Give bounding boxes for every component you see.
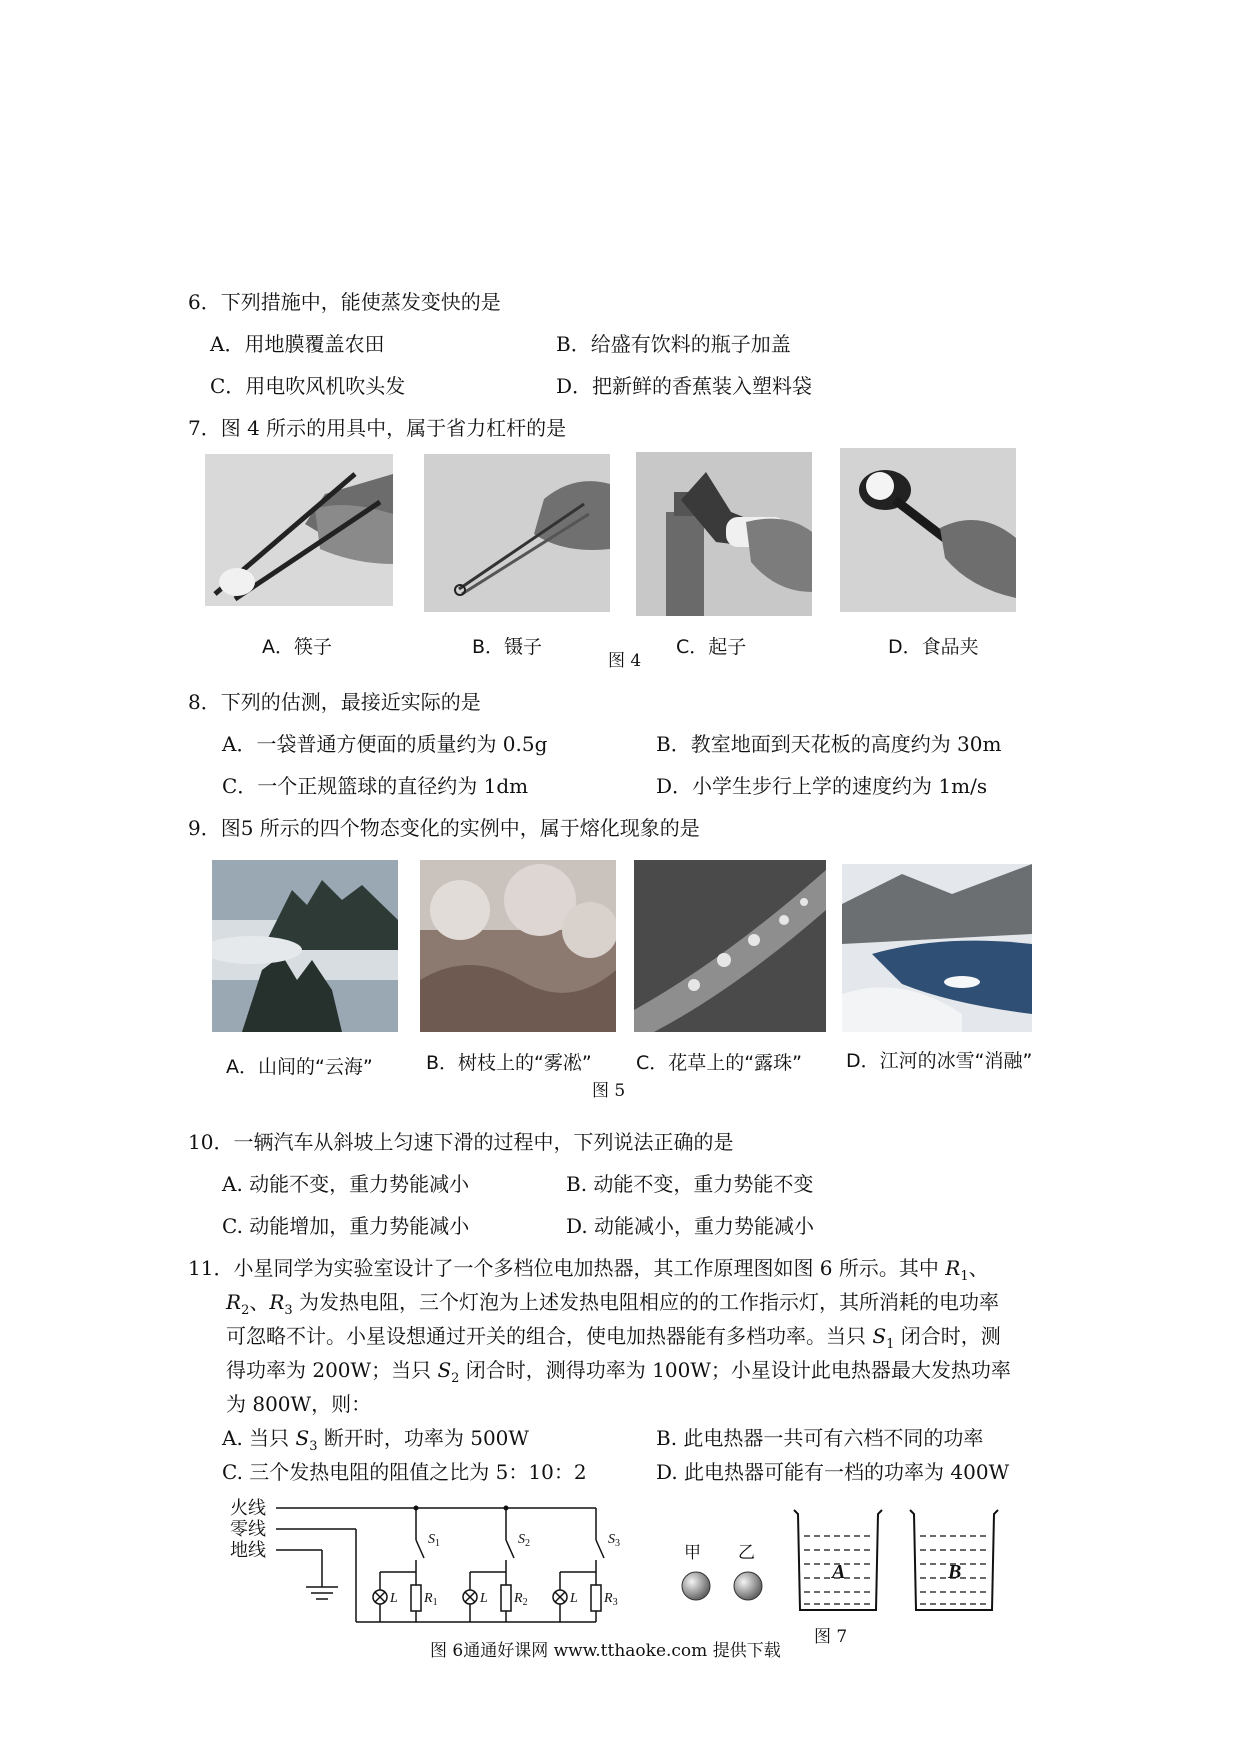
q6-stem: 6．下列措施中，能使蒸发变快的是 (188, 290, 501, 314)
ball-yi (734, 1572, 762, 1600)
q9-caption-a: A．山间的“云海” (226, 1056, 373, 1078)
q6-option-a: A．用地膜覆盖农田 (210, 332, 385, 356)
q11-option-c: C. 三个发热电阻的阻值之比为 5：10：2 (222, 1460, 587, 1484)
svg-text:R1: $R_1$ (424, 1591, 438, 1608)
food-tongs-photo (840, 448, 1016, 612)
chopsticks-photo (205, 454, 393, 606)
svg-text:S2: $S_2$ (518, 1532, 530, 1549)
q11-option-b: B. 此电热器一共可有六档不同的功率 (656, 1426, 984, 1450)
svg-text:S3: $S_3$ (608, 1532, 620, 1549)
q9-caption-c: C．花草上的“露珠” (636, 1052, 802, 1074)
q10-option-c: C. 动能增加，重力势能减小 (222, 1214, 470, 1238)
beaker-a-label: A (832, 1561, 846, 1583)
melting-snow-photo (842, 864, 1032, 1032)
q9-caption-b: B．树枝上的“雾凇” (426, 1052, 592, 1074)
svg-text:R2: $R_2$ (514, 1591, 528, 1608)
beaker-b (910, 1510, 998, 1610)
q11-line-3: 可忽略不计。小星设想通过开关的组合，使电加热器能有多档功率。当只 $S_1$ 闭合时，测 (226, 1324, 1001, 1352)
q9-stem: 9．图5 所示的四个物态变化的实例中，属于熔化现象的是 (188, 816, 700, 840)
ball-jia (682, 1572, 710, 1600)
svg-text:L: L (570, 1591, 578, 1606)
svg-text:R3: $R_3$ (604, 1591, 618, 1608)
figure-6-circuit (220, 1492, 660, 1632)
beaker-a (794, 1510, 882, 1610)
bottle-opener-photo (636, 452, 812, 616)
ground-wire-label: 地线 (230, 1540, 266, 1560)
label-jia: 甲 (684, 1543, 701, 1562)
figure-7-caption: 图 7 (814, 1627, 848, 1647)
live-wire-label: 火线 (230, 1498, 266, 1518)
sea-of-clouds-photo (212, 860, 398, 1032)
neutral-wire-label: 零线 (230, 1519, 266, 1539)
svg-text:L: L (390, 1591, 398, 1606)
q10-option-a: A. 动能不变，重力势能减小 (222, 1172, 470, 1196)
q6-option-c: C．用电吹风机吹头发 (210, 374, 406, 398)
q11-line-5: 为 800W，则： (226, 1392, 372, 1416)
q7-caption-c: C．起子 (676, 636, 747, 658)
q8-option-c: C．一个正规篮球的直径约为 1dm (222, 774, 529, 798)
q11-line-4: 得功率为 200W；当只 $S_2$ 闭合时，测得功率为 100W；小星设计此电热器最大发热功率 (226, 1358, 1011, 1386)
q11-option-a: A. 当只 $S_3$ 断开时，功率为 500W (222, 1426, 529, 1454)
figure-4-label: 图 4 (608, 651, 642, 671)
label-yi: 乙 (738, 1543, 755, 1562)
q6-option-d: D．把新鲜的香蕉装入塑料袋 (556, 374, 813, 398)
figure-5-label: 图 5 (592, 1081, 626, 1101)
dewdrops-photo (634, 860, 826, 1032)
q6-option-b: B．给盛有饮料的瓶子加盖 (556, 332, 791, 356)
figure-6-caption: 图 6通通好课网 www.tthaoke.com 提供下载 (430, 1641, 781, 1661)
rime-photo (420, 860, 616, 1032)
q10-stem: 10．一辆汽车从斜坡上匀速下滑的过程中，下列说法正确的是 (188, 1130, 734, 1154)
q7-caption-a: A．筷子 (262, 636, 332, 658)
q10-option-d: D. 动能减小，重力势能减小 (566, 1214, 815, 1238)
q8-option-d: D．小学生步行上学的速度约为 1m/s (656, 774, 988, 798)
q11-option-d: D. 此电热器可能有一档的功率为 400W (656, 1460, 1010, 1484)
beaker-b-label: B (948, 1561, 962, 1583)
q10-option-b: B. 动能不变，重力势能不变 (566, 1172, 814, 1196)
q8-option-b: B．教室地面到天花板的高度约为 30m (656, 732, 1002, 756)
q8-stem: 8．下列的估测，最接近实际的是 (188, 690, 481, 714)
q7-caption-d: D．食品夹 (888, 636, 979, 658)
q7-stem: 7．图 4 所示的用具中，属于省力杠杆的是 (188, 416, 567, 440)
q9-caption-d: D．江河的冰雪“消融” (846, 1050, 1033, 1072)
figure-7-diagram (676, 1500, 1000, 1620)
q8-option-a: A．一袋普通方便面的质量约为 0.5g (222, 732, 548, 756)
tweezers-photo (424, 454, 610, 612)
svg-text:S1: $S_1$ (428, 1532, 440, 1549)
q11-line-1: 11．小星同学为实验室设计了一个多档位电加热器，其工作原理图如图 6 所示。其中 $R_1$、 (188, 1256, 989, 1284)
q11-line-2: $R_2$、$R_3$ 为发热电阻，三个灯泡为上述发热电阻相应的的工作指示灯，其所消耗的电功率 (226, 1290, 1000, 1318)
q7-caption-b: B．镊子 (472, 636, 543, 658)
svg-text:L: L (480, 1591, 488, 1606)
